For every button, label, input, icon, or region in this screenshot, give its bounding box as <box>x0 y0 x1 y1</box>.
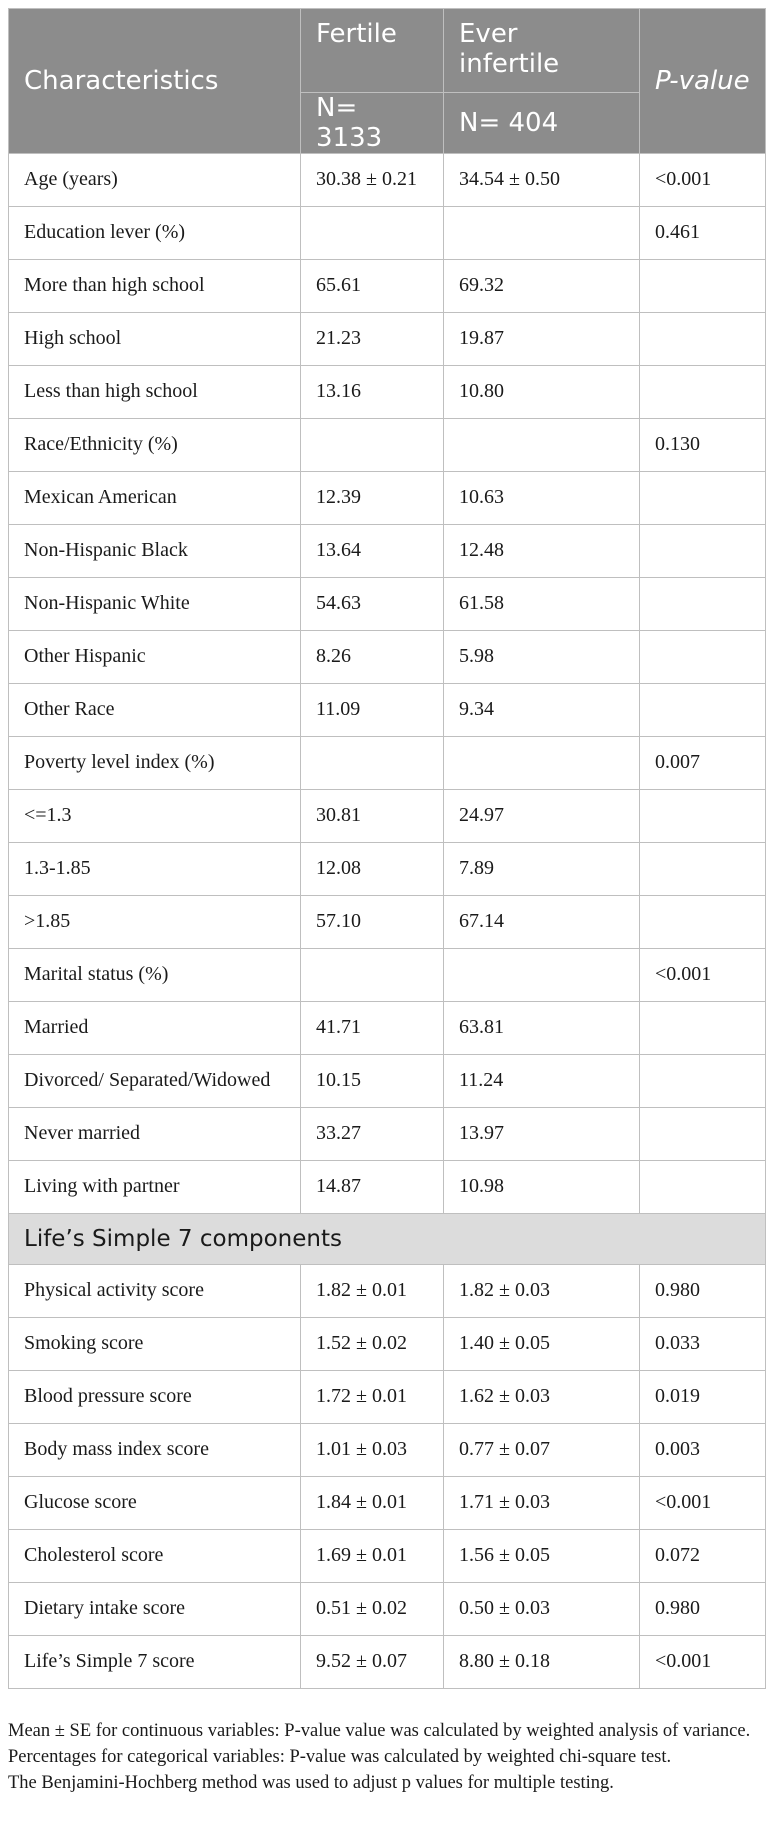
header-n-infertile: N= 404 <box>444 93 640 154</box>
table-row <box>9 631 766 684</box>
table-row <box>9 1161 766 1214</box>
cell-fertile: 13.64 <box>301 525 444 578</box>
table-row <box>9 1424 766 1477</box>
row-label: Blood pressure score <box>9 1371 301 1424</box>
cell-ever-infertile: 8.80 ± 0.18 <box>444 1636 640 1689</box>
cell-fertile: 9.52 ± 0.07 <box>301 1636 444 1689</box>
table-row <box>9 1108 766 1161</box>
cell-p-value: 0.461 <box>640 207 766 260</box>
row-label: Glucose score <box>9 1477 301 1530</box>
cell-p-value <box>640 631 766 684</box>
cell-ever-infertile: 19.87 <box>444 313 640 366</box>
row-label: Poverty level index (%) <box>9 737 301 790</box>
header-ever-infertile: Ever infertile <box>444 9 640 93</box>
cell-p-value <box>640 366 766 419</box>
cell-p-value <box>640 313 766 366</box>
cell-p-value <box>640 260 766 313</box>
table-row <box>9 1265 766 1318</box>
table-row <box>9 1371 766 1424</box>
row-label: Less than high school <box>9 366 301 419</box>
table-body <box>9 154 766 1214</box>
cell-fertile: 0.51 ± 0.02 <box>301 1583 444 1636</box>
row-label: Other Hispanic <box>9 631 301 684</box>
cell-ever-infertile: 1.40 ± 0.05 <box>444 1318 640 1371</box>
table-row <box>9 366 766 419</box>
row-label: Never married <box>9 1108 301 1161</box>
table-header <box>9 9 766 154</box>
cell-p-value <box>640 525 766 578</box>
cell-ever-infertile: 69.32 <box>444 260 640 313</box>
row-label: Non-Hispanic White <box>9 578 301 631</box>
row-label: Race/Ethnicity (%) <box>9 419 301 472</box>
cell-fertile: 10.15 <box>301 1055 444 1108</box>
table-row <box>9 419 766 472</box>
cell-ever-infertile: 24.97 <box>444 790 640 843</box>
footnote-3: The Benjamini-Hochberg method was used to adjust p values for multiple testing. <box>8 1773 614 1793</box>
row-label: <=1.3 <box>9 790 301 843</box>
cell-fertile: 21.23 <box>301 313 444 366</box>
cell-ever-infertile: 7.89 <box>444 843 640 896</box>
table-row <box>9 949 766 1002</box>
cell-ever-infertile: 10.98 <box>444 1161 640 1214</box>
table-row <box>9 684 766 737</box>
row-label: Living with partner <box>9 1161 301 1214</box>
cell-ever-infertile <box>444 949 640 1002</box>
row-label: Married <box>9 1002 301 1055</box>
footnote-1: Mean ± SE for continuous variables: P-value value was calculated by weighted analysis of variance. <box>8 1721 751 1741</box>
cell-p-value <box>640 472 766 525</box>
cell-fertile: 30.38 ± 0.21 <box>301 154 444 207</box>
table-row <box>9 896 766 949</box>
cell-fertile <box>301 737 444 790</box>
cell-fertile <box>301 419 444 472</box>
cell-ever-infertile: 34.54 ± 0.50 <box>444 154 640 207</box>
table-row <box>9 260 766 313</box>
table-row <box>9 790 766 843</box>
cell-fertile: 65.61 <box>301 260 444 313</box>
header-fertile: Fertile <box>301 9 444 93</box>
cell-p-value <box>640 1002 766 1055</box>
row-label: Other Race <box>9 684 301 737</box>
row-label: High school <box>9 313 301 366</box>
cell-fertile: 1.84 ± 0.01 <box>301 1477 444 1530</box>
table-row <box>9 1636 766 1689</box>
cell-ever-infertile: 12.48 <box>444 525 640 578</box>
cell-ever-infertile: 9.34 <box>444 684 640 737</box>
cell-fertile: 8.26 <box>301 631 444 684</box>
cell-ever-infertile <box>444 419 640 472</box>
table-row <box>9 843 766 896</box>
cell-fertile: 1.69 ± 0.01 <box>301 1530 444 1583</box>
row-label: Education lever (%) <box>9 207 301 260</box>
row-label: Non-Hispanic Black <box>9 525 301 578</box>
cell-fertile: 13.16 <box>301 366 444 419</box>
ls7-table-body <box>9 1265 766 1689</box>
cell-fertile: 11.09 <box>301 684 444 737</box>
cell-ever-infertile: 61.58 <box>444 578 640 631</box>
header-p-value: P-value <box>640 9 766 154</box>
cell-ever-infertile: 5.98 <box>444 631 640 684</box>
cell-ever-infertile: 1.62 ± 0.03 <box>444 1371 640 1424</box>
table-row <box>9 207 766 260</box>
cell-fertile: 12.39 <box>301 472 444 525</box>
table-row <box>9 1055 766 1108</box>
cell-fertile: 41.71 <box>301 1002 444 1055</box>
cell-p-value: 0.033 <box>640 1318 766 1371</box>
cell-ever-infertile: 10.63 <box>444 472 640 525</box>
cell-p-value <box>640 896 766 949</box>
cell-ever-infertile: 10.80 <box>444 366 640 419</box>
cell-fertile <box>301 949 444 1002</box>
row-label: 1.3-1.85 <box>9 843 301 896</box>
row-label: Physical activity score <box>9 1265 301 1318</box>
cell-ever-infertile: 11.24 <box>444 1055 640 1108</box>
cell-p-value <box>640 684 766 737</box>
cell-p-value <box>640 1055 766 1108</box>
characteristics-table <box>8 8 766 1689</box>
cell-p-value: <0.001 <box>640 1477 766 1530</box>
table-row <box>9 578 766 631</box>
table-row <box>9 472 766 525</box>
table-row <box>9 1530 766 1583</box>
cell-fertile: 1.52 ± 0.02 <box>301 1318 444 1371</box>
cell-p-value: 0.072 <box>640 1530 766 1583</box>
row-label: Cholesterol score <box>9 1530 301 1583</box>
cell-ever-infertile: 1.82 ± 0.03 <box>444 1265 640 1318</box>
cell-ever-infertile: 1.56 ± 0.05 <box>444 1530 640 1583</box>
cell-fertile: 1.72 ± 0.01 <box>301 1371 444 1424</box>
cell-ever-infertile <box>444 207 640 260</box>
cell-ever-infertile: 13.97 <box>444 1108 640 1161</box>
cell-fertile: 54.63 <box>301 578 444 631</box>
cell-ever-infertile: 0.50 ± 0.03 <box>444 1583 640 1636</box>
row-label: >1.85 <box>9 896 301 949</box>
cell-ever-infertile <box>444 737 640 790</box>
cell-fertile: 12.08 <box>301 843 444 896</box>
section-row-group <box>9 1214 766 1265</box>
cell-p-value: 0.980 <box>640 1265 766 1318</box>
row-label: Age (years) <box>9 154 301 207</box>
table-row <box>9 737 766 790</box>
row-label: Divorced/ Separated/Widowed <box>9 1055 301 1108</box>
cell-p-value: 0.019 <box>640 1371 766 1424</box>
row-label: Life’s Simple 7 score <box>9 1636 301 1689</box>
row-label: Smoking score <box>9 1318 301 1371</box>
row-label: More than high school <box>9 260 301 313</box>
row-label: Marital status (%) <box>9 949 301 1002</box>
header-characteristics: Characteristics <box>9 9 301 154</box>
footnote-2: Percentages for categorical variables: P-value was calculated by weighted chi-square test. <box>8 1747 672 1767</box>
cell-ever-infertile: 1.71 ± 0.03 <box>444 1477 640 1530</box>
cell-p-value: <0.001 <box>640 154 766 207</box>
row-label: Mexican American <box>9 472 301 525</box>
table-row <box>9 1477 766 1530</box>
cell-p-value: 0.003 <box>640 1424 766 1477</box>
table-row <box>9 1318 766 1371</box>
cell-p-value <box>640 578 766 631</box>
cell-p-value: <0.001 <box>640 949 766 1002</box>
row-label: Body mass index score <box>9 1424 301 1477</box>
cell-fertile: 57.10 <box>301 896 444 949</box>
cell-p-value <box>640 1108 766 1161</box>
cell-fertile: 1.82 ± 0.01 <box>301 1265 444 1318</box>
section-heading: Life’s Simple 7 components <box>9 1214 766 1265</box>
cell-p-value <box>640 790 766 843</box>
table-row <box>9 1583 766 1636</box>
cell-p-value: <0.001 <box>640 1636 766 1689</box>
table-row <box>9 154 766 207</box>
cell-fertile: 33.27 <box>301 1108 444 1161</box>
table-footnotes <box>8 1718 765 1796</box>
cell-fertile: 30.81 <box>301 790 444 843</box>
cell-ever-infertile: 0.77 ± 0.07 <box>444 1424 640 1477</box>
cell-p-value <box>640 1161 766 1214</box>
cell-ever-infertile: 67.14 <box>444 896 640 949</box>
cell-fertile: 1.01 ± 0.03 <box>301 1424 444 1477</box>
cell-p-value: 0.007 <box>640 737 766 790</box>
cell-p-value: 0.130 <box>640 419 766 472</box>
row-label: Dietary intake score <box>9 1583 301 1636</box>
cell-p-value <box>640 843 766 896</box>
table-row <box>9 313 766 366</box>
table-row <box>9 525 766 578</box>
table-row <box>9 1002 766 1055</box>
cell-p-value: 0.980 <box>640 1583 766 1636</box>
cell-fertile <box>301 207 444 260</box>
cell-ever-infertile: 63.81 <box>444 1002 640 1055</box>
cell-fertile: 14.87 <box>301 1161 444 1214</box>
characteristics-table-container <box>8 8 765 1689</box>
header-n-fertile: N= 3133 <box>301 93 444 154</box>
